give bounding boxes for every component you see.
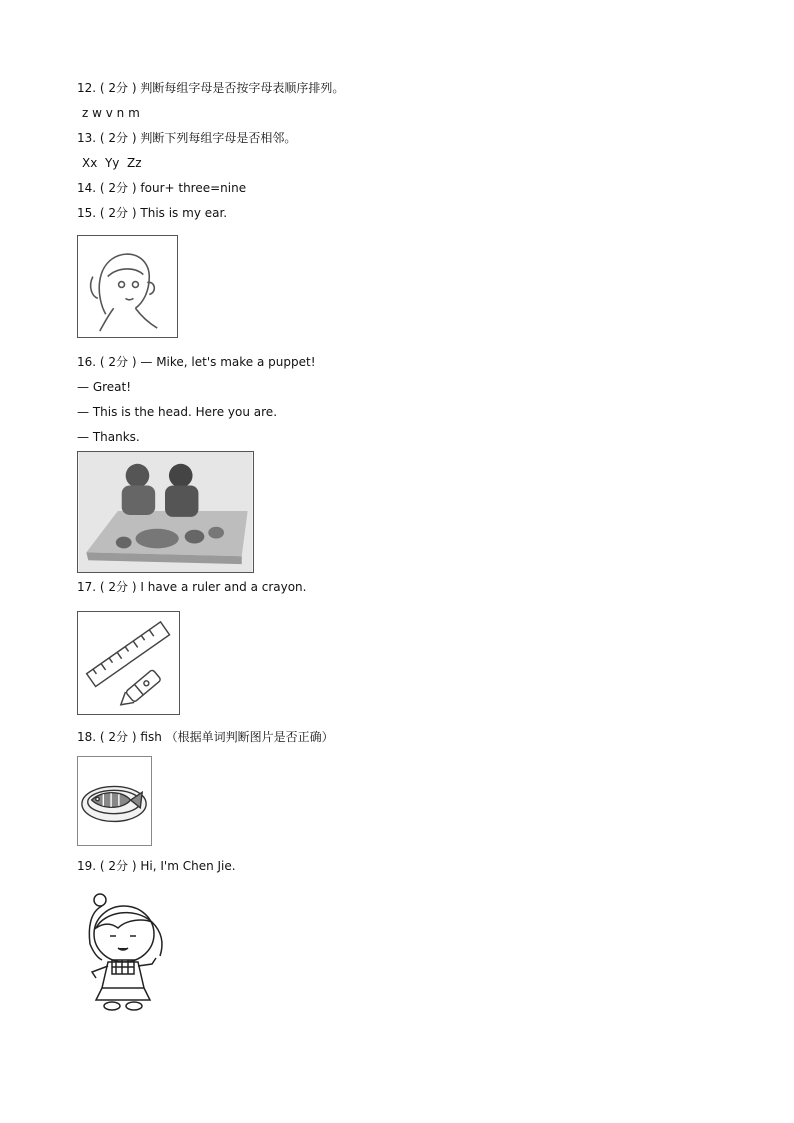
question-score: ( 2分 ): [99, 131, 137, 145]
ruler-and-crayon-picture: [77, 611, 180, 715]
girl-ear-picture: [77, 235, 178, 338]
question-text: I have a ruler and a crayon.: [140, 580, 307, 594]
question-14: [77, 180, 246, 196]
dialogue-line: — Great!: [77, 380, 132, 394]
question-number: 15.: [77, 206, 97, 220]
question-17: [77, 579, 306, 595]
question-13-letters: Xx Yy Zz: [82, 156, 142, 170]
question-text: 判断下列每组字母是否相邻。: [140, 131, 297, 145]
question-number: 17.: [77, 580, 97, 594]
question-15: [77, 205, 227, 221]
dialogue-line: — This is the head. Here you are.: [77, 405, 278, 419]
question-text: Hi, I'm Chen Jie.: [140, 859, 236, 873]
question-number: 18.: [77, 730, 97, 744]
question-score: ( 2分 ): [99, 580, 137, 594]
question-score: ( 2分 ): [99, 859, 137, 873]
question-text: — Mike, let's make a puppet!: [140, 355, 316, 369]
question-12-letters: z w v n m: [82, 106, 140, 120]
question-number: 14.: [77, 181, 97, 195]
question-score: ( 2分 ): [99, 81, 137, 95]
question-13: [77, 130, 296, 146]
question-19: [77, 858, 236, 874]
dialogue-line: — Thanks.: [77, 430, 140, 444]
question-number: 19.: [77, 859, 97, 873]
question-12: [77, 80, 344, 96]
question-number: 13.: [77, 131, 97, 145]
question-text: 判断每组字母是否按字母表顺序排列。: [140, 81, 345, 95]
question-16: [77, 354, 316, 370]
question-number: 12.: [77, 81, 97, 95]
question-text: This is my ear.: [140, 206, 228, 220]
kids-making-puppet-picture: [77, 451, 254, 573]
question-text: four+ three=nine: [140, 181, 247, 195]
question-number: 16.: [77, 355, 97, 369]
question-score: ( 2分 ): [99, 355, 137, 369]
question-score: ( 2分 ): [99, 206, 137, 220]
chen-jie-girl-picture: [82, 888, 172, 1012]
question-score: ( 2分 ): [99, 181, 137, 195]
fish-plate-picture: [77, 756, 152, 846]
question-18: [77, 729, 334, 745]
question-text: fish （根据单词判断图片是否正确）: [140, 730, 334, 744]
question-score: ( 2分 ): [99, 730, 137, 744]
